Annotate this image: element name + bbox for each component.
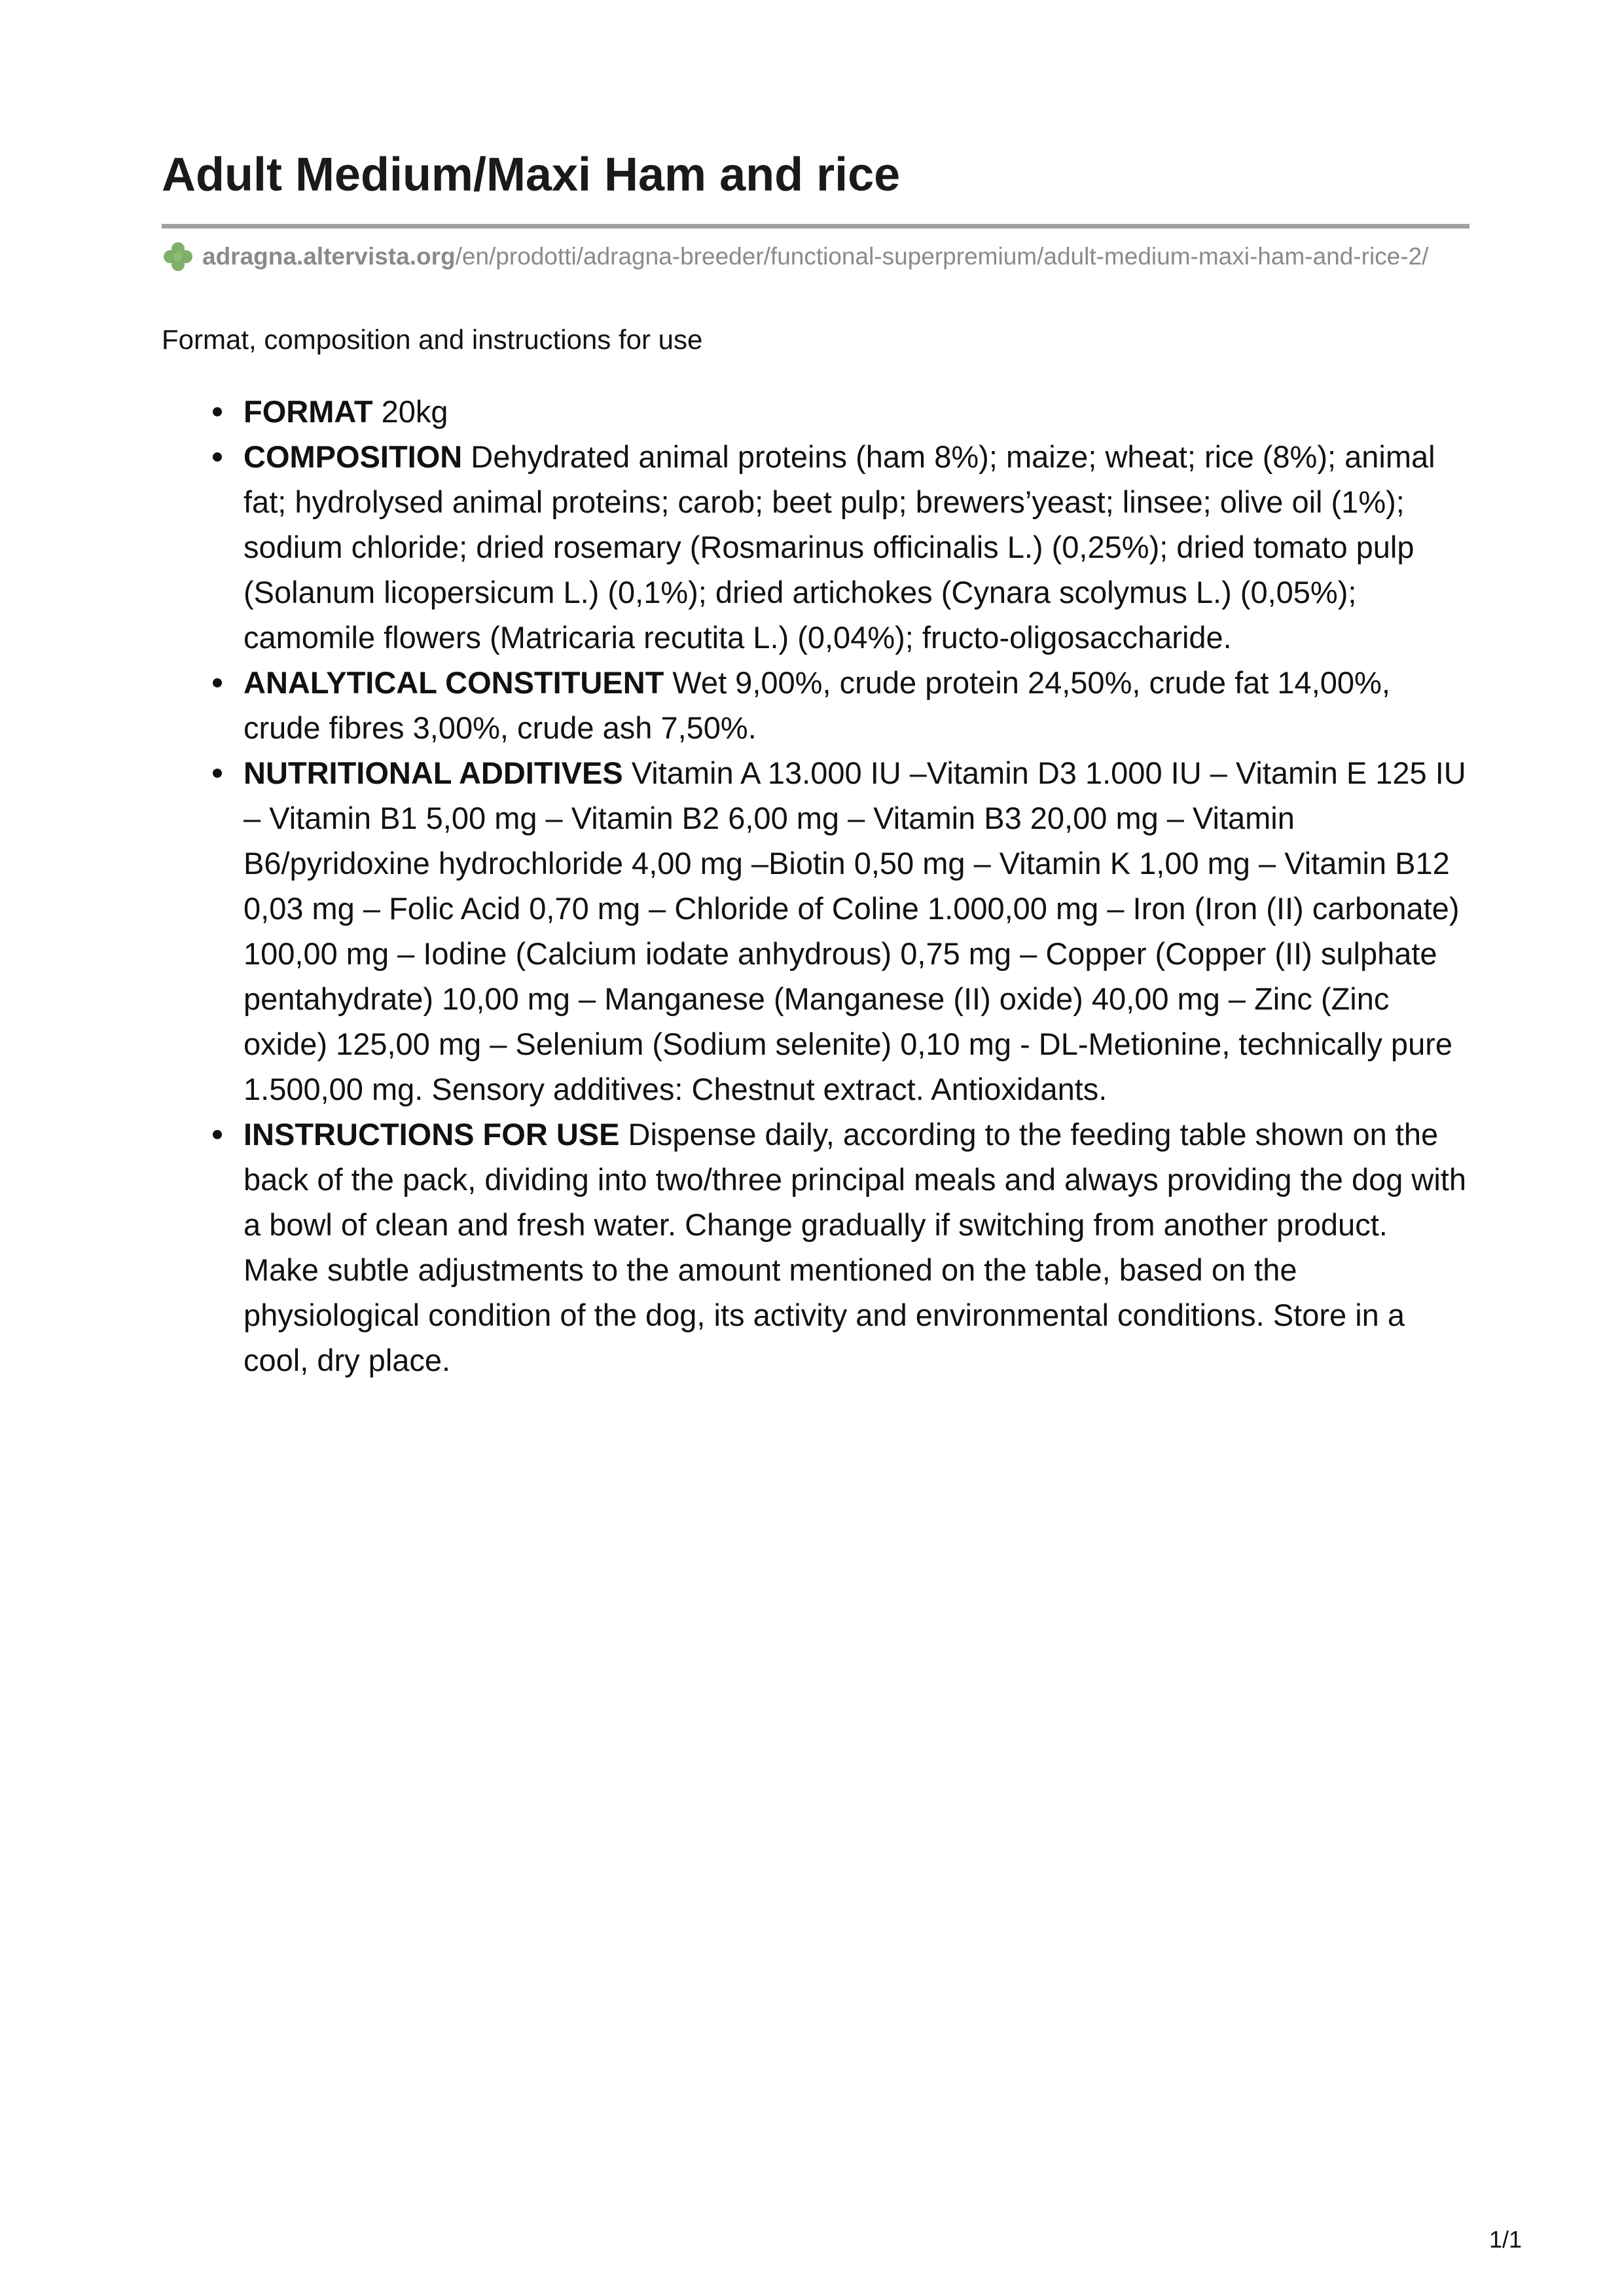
item-label: COMPOSITION <box>243 439 463 474</box>
source-url[interactable] <box>162 240 1428 274</box>
list-item-nutritional-additives <box>243 750 1471 1112</box>
bullet-icon <box>213 452 222 462</box>
green-clover-icon <box>162 240 194 273</box>
item-text: Vitamin A 13.000 IU –Vitamin D3 1.000 IU – Vitamin E 125 IU – Vitamin B1 5,00 mg – Vitamin B2 6,00 mg – Vitamin B3 20,00 mg – Vitamin B6/pyridoxine hydrochloride 4,00 mg –Biotin 0,50 mg – Vitamin K 1,00 mg – Vitamin B12 0,03 mg – Folic Acid 0,70 mg – Chloride of Coline 1.000,00 mg – Iron (Iron (II) carbonate) 100,00 mg – Iodine (Calcium iodate anhydrous) 0,75 mg – Copper (Copper (II) sulphate pentahydrate) 10,00 mg – Manganese (Manganese (II) oxide) 40,00 mg – Zinc (Zinc oxide) 125,00 mg – Selenium (Sodium selenite) 0,10 mg - DL-Metionine, technically pure 1.500,00 mg. Sensory additives: Chestnut extract. Antioxidants. <box>243 756 1466 1106</box>
bullet-icon <box>213 1130 222 1139</box>
page-title: Adult Medium/Maxi Ham and rice <box>162 149 901 201</box>
item-text: Wet 9,00%, crude protein 24,50%, crude fat 14,00%, crude fibres 3,00%, crude ash 7,50%. <box>243 665 1390 745</box>
source-path[interactable]: /en/prodotti/adragna-breeder/functional-superpremium/adult-medium-maxi-ham-and-rice-2/ <box>455 243 1429 270</box>
list-item-composition <box>243 434 1471 660</box>
item-text: Dispense daily, according to the feeding table shown on the back of the pack, dividing into two/three principal meals and always providing the dog with a bowl of clean and fresh water. Change gradually if switching from another product. Make subtle adjustments to the amount mentioned on the table, based on the physiological condition of the dog, its activity and environmental conditions. Store in a cool, dry place. <box>243 1117 1466 1377</box>
list-item-instructions-for-use <box>243 1112 1471 1383</box>
item-label: ANALYTICAL CONSTITUENT <box>243 665 664 700</box>
intro-text: Format, composition and instructions for use <box>162 324 703 355</box>
bullet-icon <box>213 407 222 416</box>
bullet-icon <box>213 769 222 778</box>
item-text: Dehydrated animal proteins (ham 8%); maize; wheat; rice (8%); animal fat; hydrolysed animal proteins; carob; beet pulp; brewers’yeast; linsee; olive oil (1%); sodium chloride; dried rosemary (Rosmarinus officinalis L.) (0,25%); dried tomato pulp (Solanum licopersicum L.) (0,1%); dried artichokes (Cynara scolymus L.) (0,05%); camomile flowers (Matricaria recutita L.) (0,04%); fructo-oligosaccharide. <box>243 439 1435 655</box>
item-text: 20kg <box>372 394 448 429</box>
page-number: 1/1 <box>1489 2226 1523 2253</box>
source-domain[interactable]: adragna.altervista.org <box>202 243 456 270</box>
list-item-format <box>243 389 1471 434</box>
title-divider <box>162 224 1469 228</box>
bullet-icon <box>213 678 222 687</box>
list-item-analytical-constituent <box>243 660 1471 750</box>
product-details-list <box>162 389 1471 1383</box>
item-label: NUTRITIONAL ADDITIVES <box>243 756 623 790</box>
item-label: FORMAT <box>243 394 373 429</box>
item-label: INSTRUCTIONS FOR USE <box>243 1117 620 1152</box>
